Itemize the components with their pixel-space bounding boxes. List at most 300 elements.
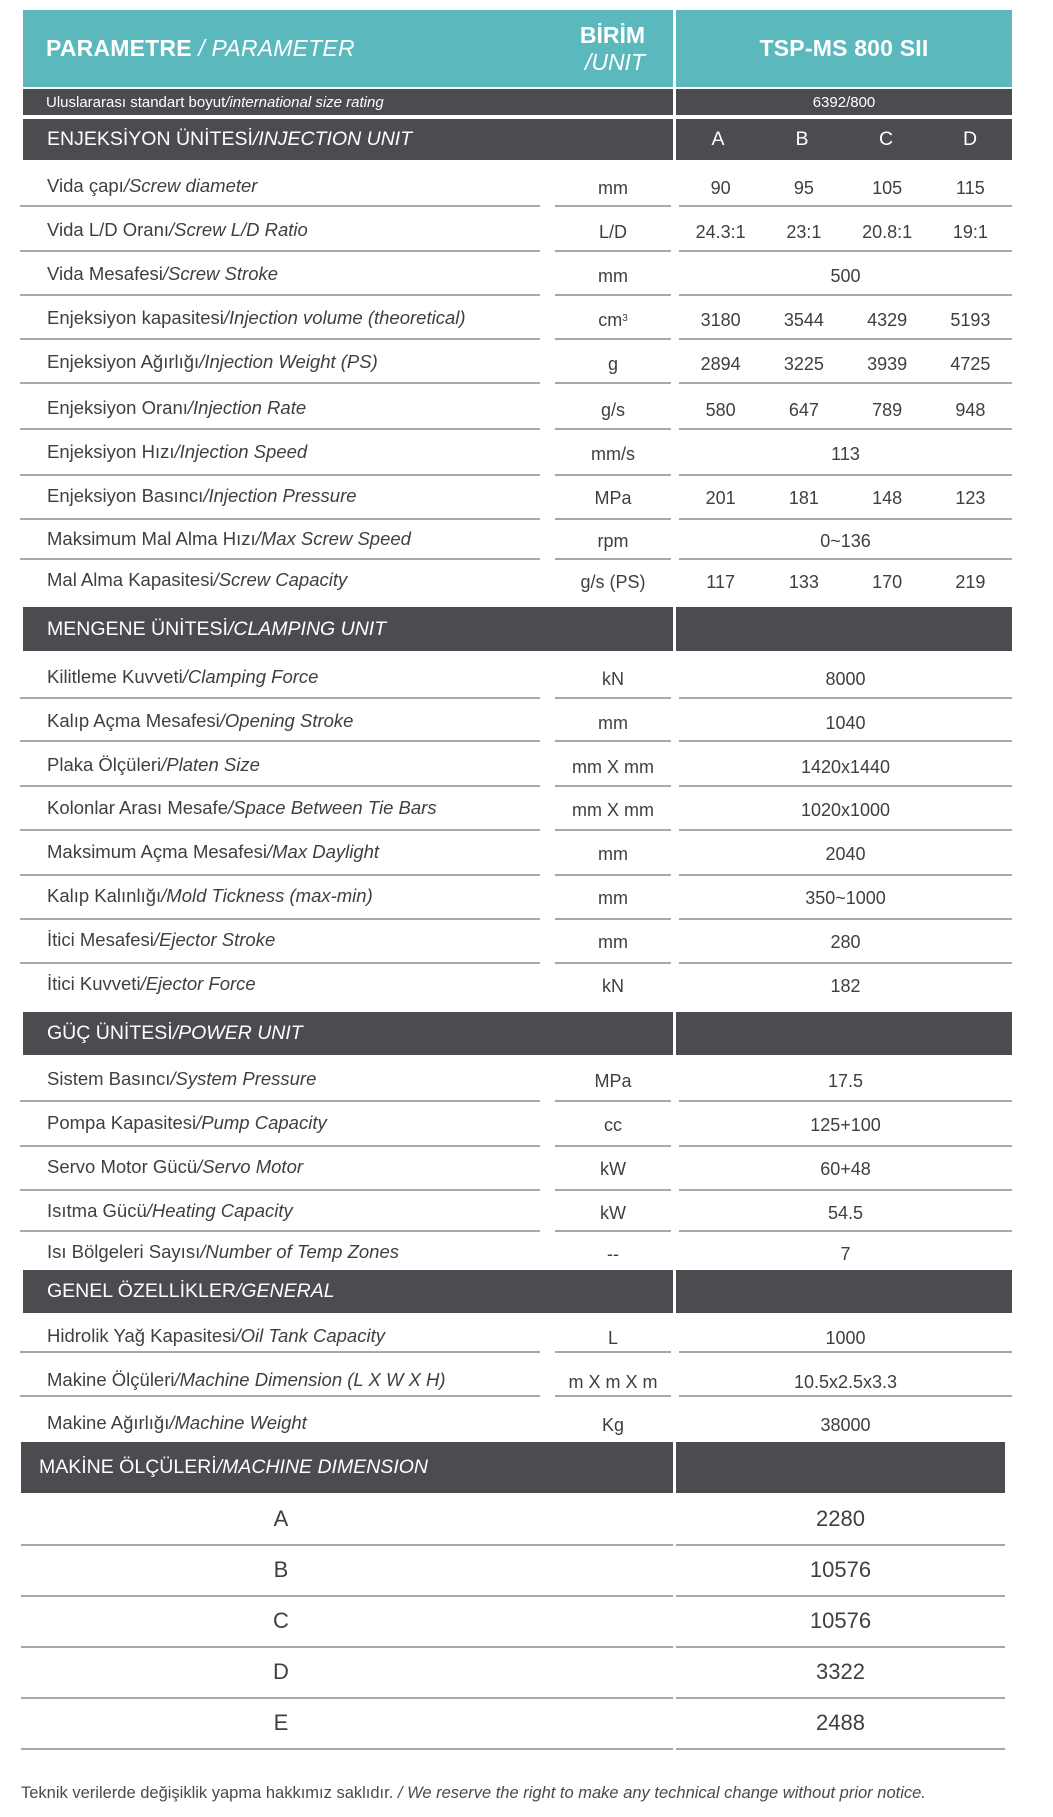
size-rating-value-text: 6392/800 <box>812 93 876 111</box>
row-divider <box>555 250 671 252</box>
spec-unit <box>555 519 671 563</box>
separator: / <box>197 1156 203 1177</box>
separator: / <box>140 973 146 994</box>
spec-unit-text: g <box>607 353 618 374</box>
spec-value-c: 20.8:1 <box>862 221 913 242</box>
row-divider <box>20 1395 540 1397</box>
spec-values <box>679 560 1012 604</box>
separator: / <box>161 754 167 775</box>
separator: / <box>146 1200 152 1221</box>
spec-label <box>23 1401 543 1445</box>
row-divider <box>679 428 1012 430</box>
spec-value-a: 3180 <box>700 309 741 330</box>
spec-unit <box>555 254 671 298</box>
spec-unit <box>555 166 671 210</box>
spec-label <box>23 252 543 296</box>
separator: / <box>227 617 234 640</box>
row-divider <box>679 1351 1012 1353</box>
spec-value-d: 219 <box>955 571 986 592</box>
spec-label-tr: Maksimum Mal Alma Hızı <box>47 528 256 549</box>
row-divider <box>555 1395 671 1397</box>
spec-label-tr: Sistem Basıncı <box>47 1068 171 1089</box>
row-divider <box>555 697 671 699</box>
separator: / <box>153 929 160 950</box>
separator: / <box>235 1325 241 1346</box>
spec-label <box>23 962 543 1006</box>
spec-value-d: 19:1 <box>952 221 988 242</box>
spec-label <box>23 386 543 430</box>
section-title-en: CLAMPING UNIT <box>233 617 387 640</box>
row-divider <box>555 1100 671 1102</box>
separator: / <box>216 1456 223 1478</box>
spec-unit <box>555 210 671 254</box>
spec-label-en: Max Screw Speed <box>260 528 411 549</box>
spec-value: 280 <box>830 931 861 952</box>
separator: / <box>182 666 188 687</box>
row-divider <box>555 829 671 831</box>
spec-label-tr: Makine Ağırlığı <box>47 1412 170 1433</box>
row-divider <box>679 205 1012 207</box>
spec-label-tr: Isı Bölgeleri Sayısı <box>47 1241 201 1262</box>
spec-value: 1420x1440 <box>800 756 891 777</box>
section-header-injection <box>23 119 673 160</box>
row-divider <box>20 740 540 742</box>
separator: / <box>123 175 129 196</box>
spec-unit-text: kN <box>602 668 624 689</box>
spec-label-tr: Enjeksiyon Ağırlığı <box>47 351 200 372</box>
spec-label-tr: Vida L/D Oranı <box>47 219 170 240</box>
separator: / <box>191 35 212 61</box>
column-header-c: C <box>878 128 894 150</box>
spec-unit <box>555 1147 671 1191</box>
spec-values <box>679 166 1012 210</box>
separator: / <box>267 841 273 862</box>
spec-label-tr: Vida çapı <box>47 175 124 196</box>
spec-label-en: Injection Rate <box>193 397 307 418</box>
spec-unit <box>555 964 671 1008</box>
spec-label-en: Max Daylight <box>272 841 380 862</box>
spec-unit <box>555 298 671 342</box>
spec-value-d: 5193 <box>950 309 991 330</box>
section-header-dimensions <box>21 1442 673 1493</box>
spec-label-tr: Isıtma Gücü <box>47 1200 147 1221</box>
spec-label-en: Ejector Force <box>145 973 256 994</box>
spec-label <box>23 208 543 252</box>
spec-value-a: 24.3:1 <box>695 221 746 242</box>
section-header-dimensions-right <box>676 1442 1005 1493</box>
spec-label-en: Mold Tickness (max-min) <box>166 885 373 906</box>
spec-unit-text: mm <box>598 931 628 952</box>
spec-unit-text: Kg <box>601 1414 625 1435</box>
separator: / <box>227 797 234 818</box>
separator: / <box>200 1241 206 1262</box>
spec-label-en: Screw diameter <box>128 175 258 196</box>
spec-unit-text: -- <box>607 1243 619 1264</box>
spec-value-c: 105 <box>872 177 903 198</box>
row-divider <box>679 697 1012 699</box>
spec-label-tr: Makine Ölçüleri <box>47 1369 175 1390</box>
spec-value-c: 4329 <box>867 309 908 330</box>
spec-label <box>23 558 543 602</box>
separator: / <box>172 1022 179 1044</box>
spec-label-en: Opening Stroke <box>224 710 354 731</box>
spec-value-c: 3939 <box>867 353 908 374</box>
spec-label-tr: Enjeksiyon Basıncı <box>47 485 204 506</box>
row-divider <box>679 785 1012 787</box>
spec-unit <box>555 432 671 476</box>
row-divider <box>555 382 671 384</box>
row-divider <box>20 1351 540 1353</box>
spec-unit-text: mm <box>598 843 628 864</box>
spec-label <box>23 699 543 743</box>
spec-value-a: 90 <box>710 177 731 198</box>
spec-label-en: Oil Tank Capacity <box>240 1325 385 1346</box>
spec-unit-text: L <box>607 1327 618 1348</box>
spec-value-a: 117 <box>706 571 735 592</box>
spec-unit-text: kW <box>600 1202 626 1223</box>
spec-value-d: 115 <box>956 177 985 198</box>
spec-unit-text: cc <box>604 1114 622 1135</box>
separator: / <box>174 441 180 462</box>
section-title-tr: MAKİNE ÖLÇÜLERİ <box>39 1456 217 1478</box>
spec-unit-text: m X m X m <box>568 1371 658 1392</box>
spec-value: 7 <box>840 1243 851 1264</box>
row-divider <box>679 382 1012 384</box>
spec-unit <box>555 788 671 832</box>
spec-unit-text: L/D <box>598 221 627 242</box>
spec-label-en: Machine Dimension (L X W X H) <box>179 1369 446 1390</box>
spec-unit <box>555 1191 671 1235</box>
spec-unit <box>555 1403 671 1447</box>
spec-value-c: 789 <box>872 399 903 420</box>
spec-unit-text: cm <box>598 309 623 330</box>
parameter-header <box>23 10 673 87</box>
spec-label-tr: Mal Alma Kapasitesi <box>47 569 214 590</box>
column-header-d: D <box>962 128 978 150</box>
spec-value-a: 201 <box>705 487 736 508</box>
separator: / <box>169 1412 175 1433</box>
spec-label-en: Injection Pressure <box>208 485 357 506</box>
dimension-value: 2280 <box>816 1505 865 1531</box>
spec-label <box>23 830 543 874</box>
spec-value-d: 4725 <box>950 353 991 374</box>
parameter-title-en: PARAMETER <box>211 35 355 61</box>
spec-label <box>23 1145 543 1189</box>
section-header-clamping-right <box>676 607 1012 651</box>
separator: / <box>196 1112 202 1133</box>
separator: / <box>219 710 225 731</box>
spec-unit-text: MPa <box>594 487 632 508</box>
spec-label <box>23 1230 543 1274</box>
row-divider <box>555 338 671 340</box>
spec-unit-text: rpm <box>597 530 629 551</box>
footer-tr: Teknik verilerde değişiklik yapma hakkımız saklıdır. <box>21 1784 394 1802</box>
spec-value-a: 2894 <box>700 353 741 374</box>
row-divider <box>679 1395 1012 1397</box>
spec-label-tr: Kalıp Açma Mesafesi <box>47 710 220 731</box>
row-divider <box>679 294 1012 296</box>
spec-unit <box>555 388 671 432</box>
section-title-tr: GÜÇ ÜNİTESİ <box>47 1022 173 1044</box>
separator: / <box>162 263 169 284</box>
size-rating-en: international size rating <box>229 93 384 111</box>
separator: / <box>393 1784 408 1802</box>
section-header-general <box>23 1270 673 1313</box>
spec-values <box>679 298 1012 342</box>
spec-label <box>23 743 543 787</box>
model-header <box>676 10 1012 87</box>
section-title-tr: MENGENE ÜNİTESİ <box>47 617 228 640</box>
dimension-label: C <box>273 1607 289 1633</box>
separator: / <box>225 93 230 111</box>
section-title-tr: GENEL ÖZELLİKLER <box>47 1280 236 1302</box>
spec-unit-text: mm <box>598 177 628 198</box>
spec-unit <box>555 476 671 520</box>
section-header-clamping <box>23 607 673 651</box>
spec-unit-text: mm <box>598 712 628 733</box>
separator: / <box>235 1280 242 1302</box>
spec-unit-text: mm X mm <box>572 756 654 777</box>
section-title-en: POWER UNIT <box>178 1022 303 1044</box>
spec-label-tr: Maksimum Açma Mesafesi <box>47 841 267 862</box>
spec-value-b: 181 <box>788 487 819 508</box>
separator: / <box>255 528 261 549</box>
size-rating-value <box>676 89 1012 115</box>
section-title-en: INJECTION UNIT <box>258 128 413 150</box>
spec-value: 10.5x2.5x3.3 <box>793 1371 898 1392</box>
spec-label-tr: Vida Mesafesi <box>47 263 163 284</box>
separator: / <box>199 351 205 372</box>
separator: / <box>213 569 219 590</box>
spec-value: 2040 <box>825 843 866 864</box>
spec-label <box>23 1189 543 1233</box>
section-title-en: MACHINE DIMENSION <box>222 1456 428 1478</box>
spec-value-d: 123 <box>955 487 986 508</box>
spec-unit <box>555 701 671 745</box>
row-divider <box>555 205 671 207</box>
spec-label-en: Machine Weight <box>174 1412 307 1433</box>
spec-label <box>23 296 543 340</box>
separator: / <box>223 307 230 328</box>
spec-label-en: Servo Motor <box>202 1156 304 1177</box>
section-title-tr: ENJEKSİYON ÜNİTESİ <box>47 128 253 150</box>
spec-label-en: Platen Size <box>166 754 260 775</box>
spec-value: 60+48 <box>820 1158 871 1179</box>
spec-label-tr: İtici Mesafesi <box>47 929 154 950</box>
row-divider <box>555 294 671 296</box>
spec-values <box>679 342 1012 386</box>
row-divider <box>20 382 540 384</box>
spec-value: 0~136 <box>820 530 871 551</box>
spec-unit-text: mm/s <box>591 443 635 464</box>
spec-unit <box>555 1316 671 1360</box>
spec-value-d: 948 <box>955 399 986 420</box>
spec-unit-text: mm X mm <box>572 799 654 820</box>
spec-label <box>23 340 543 384</box>
dimension-label: A <box>273 1505 289 1531</box>
row-divider <box>555 428 671 430</box>
spec-value: 182 <box>830 975 861 996</box>
spec-value: 113 <box>831 443 860 464</box>
spec-label <box>23 1101 543 1145</box>
spec-value-b: 647 <box>788 399 819 420</box>
spec-label-en: Heating Capacity <box>151 1200 293 1221</box>
footer-note <box>21 1784 1051 1803</box>
model-name: TSP-MS 800 SII <box>759 35 929 61</box>
spec-unit <box>555 560 671 604</box>
spec-label <box>23 655 543 699</box>
spec-label-en: Space Between Tie Bars <box>233 797 437 818</box>
parameter-title-tr: PARAMETRE <box>46 35 192 61</box>
dimension-label: B <box>273 1556 289 1582</box>
row-divider <box>555 1351 671 1353</box>
separator: / <box>203 485 209 506</box>
spec-unit <box>555 745 671 789</box>
spec-unit <box>555 1059 671 1103</box>
spec-unit-text: g/s (PS) <box>580 571 646 592</box>
spec-label-tr: Kolonlar Arası Mesafe <box>47 797 228 818</box>
dimension-label: D <box>273 1658 289 1684</box>
spec-value-b: 95 <box>793 177 814 198</box>
spec-label-tr: İtici Kuvveti <box>47 973 141 994</box>
row-divider <box>21 1748 673 1750</box>
spec-label-en: Injection volume (theoretical) <box>229 307 466 328</box>
spec-values <box>679 210 1012 254</box>
section-header-general-right <box>676 1270 1012 1313</box>
spec-unit <box>555 876 671 920</box>
spec-value-b: 23:1 <box>786 221 822 242</box>
row-divider <box>679 1100 1012 1102</box>
row-divider <box>555 740 671 742</box>
spec-label-en: Screw Stroke <box>168 263 279 284</box>
separator: / <box>169 219 175 240</box>
row-divider <box>20 205 540 207</box>
spec-unit-text: g/s <box>600 399 625 420</box>
spec-label <box>23 874 543 918</box>
spec-label-tr: Enjeksiyon Oranı <box>47 397 188 418</box>
column-header-b: B <box>795 128 809 150</box>
spec-label-tr: Pompa Kapasitesi <box>47 1112 197 1133</box>
unit-header <box>580 22 673 76</box>
spec-values <box>679 476 1012 520</box>
spec-value-c: 170 <box>872 571 903 592</box>
spec-unit <box>555 920 671 964</box>
section-title-en: GENERAL <box>241 1280 335 1302</box>
spec-label-en: Injection Speed <box>179 441 308 462</box>
spec-value: 500 <box>830 265 861 286</box>
spec-value: 1040 <box>825 712 866 733</box>
section-header-power-right <box>676 1012 1012 1055</box>
spec-label <box>23 517 543 561</box>
spec-label-en: System Pressure <box>175 1068 317 1089</box>
column-header-a: A <box>711 128 725 150</box>
spec-value: 1020x1000 <box>800 799 891 820</box>
injection-column-headers <box>676 119 1012 160</box>
dimension-label: E <box>273 1709 289 1735</box>
spec-value: 1000 <box>825 1327 866 1348</box>
spec-label-en: Screw Capacity <box>218 569 348 590</box>
spec-label-en: Screw L/D Ratio <box>174 219 308 240</box>
spec-unit-text: mm <box>598 887 628 908</box>
spec-label-tr: Enjeksiyon Hızı <box>47 441 175 462</box>
spec-label <box>23 786 543 830</box>
spec-value: 350~1000 <box>805 887 886 908</box>
spec-label-tr: Hidrolik Yağ Kapasitesi <box>47 1325 236 1346</box>
size-rating-tr: Uluslararası standart boyut <box>46 93 226 111</box>
spec-unit-sup: 3 <box>622 312 628 324</box>
spec-label <box>23 918 543 962</box>
spec-value-c: 148 <box>872 487 903 508</box>
spec-values <box>679 388 1012 432</box>
dimension-value: 10576 <box>809 1607 872 1633</box>
row-divider <box>679 250 1012 252</box>
dimension-value: 2488 <box>816 1709 865 1735</box>
spec-unit <box>555 342 671 386</box>
spec-unit-text: MPa <box>594 1070 632 1091</box>
spec-label <box>23 430 543 474</box>
separator: / <box>161 885 167 906</box>
spec-unit-text: kN <box>602 975 624 996</box>
separator: / <box>187 397 194 418</box>
spec-unit-text: mm <box>598 265 628 286</box>
spec-label-tr: Servo Motor Gücü <box>47 1156 198 1177</box>
spec-value-b: 3544 <box>783 309 824 330</box>
spec-unit <box>555 1103 671 1147</box>
spec-label-tr: Kilitleme Kuvveti <box>47 666 183 687</box>
spec-value-a: 580 <box>705 399 736 420</box>
spec-label <box>23 164 543 208</box>
separator: / <box>252 128 259 150</box>
unit-header-tr: BİRİM <box>579 21 645 48</box>
separator: / <box>174 1369 180 1390</box>
footer-en: We reserve the right to make any technical change without prior notice. <box>407 1784 926 1802</box>
row-divider <box>679 829 1012 831</box>
spec-label-en: Injection Weight (PS) <box>204 351 378 372</box>
spec-label-tr: Kalıp Kalınlığı <box>47 885 162 906</box>
section-header-power <box>23 1012 673 1055</box>
size-rating-label <box>23 89 673 115</box>
spec-label-en: Number of Temp Zones <box>205 1241 399 1262</box>
spec-value: 125+100 <box>810 1114 881 1135</box>
row-divider <box>679 740 1012 742</box>
spec-value-b: 133 <box>788 571 819 592</box>
spec-label-tr: Plaka Ölçüleri <box>47 754 162 775</box>
spec-unit <box>555 1360 671 1404</box>
spec-unit <box>555 657 671 701</box>
row-divider <box>679 338 1012 340</box>
spec-unit <box>555 832 671 876</box>
row-divider <box>676 1748 1005 1750</box>
spec-label-en: Ejector Stroke <box>159 929 276 950</box>
spec-value: 8000 <box>825 668 866 689</box>
spec-label-en: Pump Capacity <box>201 1112 327 1133</box>
unit-header-en: /UNIT <box>584 48 645 75</box>
spec-label <box>23 474 543 518</box>
spec-value-b: 3225 <box>783 353 824 374</box>
dimension-value: 10576 <box>809 1556 872 1582</box>
parameter-title <box>23 35 580 62</box>
spec-value: 17.5 <box>827 1070 864 1091</box>
spec-unit-text: kW <box>600 1158 626 1179</box>
spec-value: 54.5 <box>827 1202 864 1223</box>
separator: / <box>170 1068 176 1089</box>
row-divider <box>555 785 671 787</box>
spec-value: 38000 <box>820 1414 871 1435</box>
spec-label-en: Clamping Force <box>187 666 319 687</box>
dimension-value: 3322 <box>816 1658 865 1684</box>
spec-label <box>23 1057 543 1101</box>
spec-label-tr: Enjeksiyon kapasitesi <box>47 307 224 328</box>
